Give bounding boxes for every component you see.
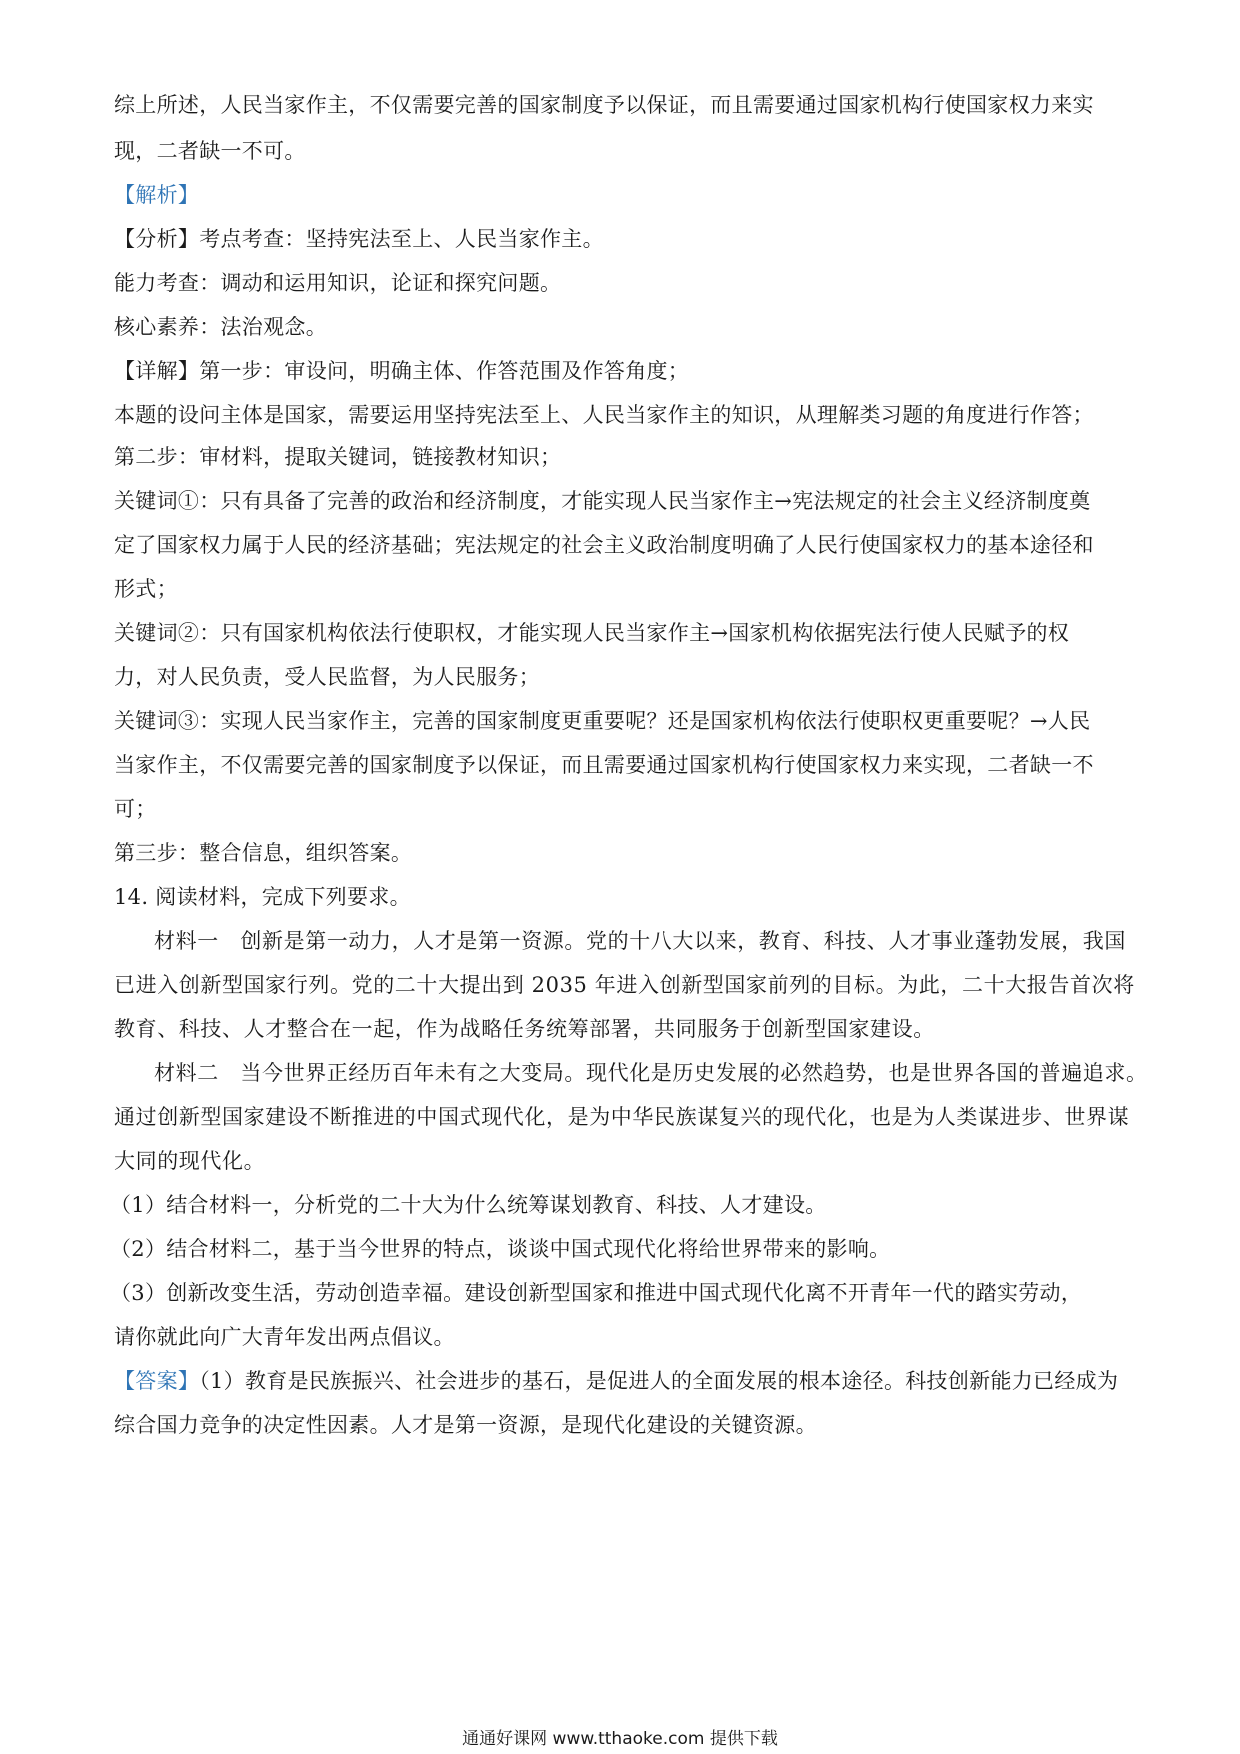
text-line: 定了国家权力属于人民的经济基础；宪法规定的社会主义政治制度明确了人民行使国家权力的基本途径和 [114,533,1094,557]
section-tag-analysis: 【解析】 [114,183,200,207]
answer-text: （1）教育是民族振兴、社会进步的基石，是促进人的全面发展的根本途径。科技创新能力已经成为 [199,1369,1119,1393]
text-line: 关键词③：实现人民当家作主，完善的国家制度更重要呢？还是国家机构依法行使职权更重要呢？→人民 [114,709,1091,733]
material-2-line: 大同的现代化。 [114,1149,266,1173]
footer-watermark: 通通好课网 www.tthaoke.com 提供下载 [462,1729,778,1749]
text-line: 当家作主，不仅需要完善的国家制度予以保证，而且需要通过国家机构行使国家权力来实现，二者缺一不 [114,753,1094,777]
text-line: 【详解】第一步：审设问，明确主体、作答范围及作答角度； [114,359,690,383]
text-line: 第三步：整合信息，组织答案。 [114,841,413,865]
text-line: 第二步：审材料，提取关键词，链接教材知识； [114,445,562,469]
text-line: 【分析】考点考查：坚持宪法至上、人民当家作主。 [114,227,604,251]
sub-question-1: （1）结合材料一，分析党的二十大为什么统筹谋划教育、科技、人才建设。 [110,1193,827,1217]
answer-tag: 【答案】 [114,1369,200,1393]
text-line: 能力考查：调动和运用知识，论证和探究问题。 [114,271,562,295]
text-line: 关键词②：只有国家机构依法行使职权，才能实现人民当家作主→国家机构依据宪法行使人民赋予的权 [114,621,1070,645]
sub-question-3: （3）创新改变生活，劳动创造幸福。建设创新型国家和推进中国式现代化离不开青年一代的踏实劳动， [110,1281,1083,1305]
text-line: 本题的设问主体是国家，需要运用坚持宪法至上、人民当家作主的知识，从理解类习题的角度进行作答； [114,403,1094,427]
sub-question-3-cont: 请你就此向广大青年发出两点倡议。 [114,1325,455,1349]
text-line: 可； [114,797,157,821]
material-1-line: 材料一 创新是第一动力，人才是第一资源。党的十八大以来，教育、科技、人才事业蓬勃发展，我国 [154,929,1126,953]
text-line: 形式； [114,577,178,601]
material-2-line: 通过创新型国家建设不断推进的中国式现代化，是为中华民族谋复兴的现代化，也是为人类谋进步、世界谋 [114,1105,1130,1129]
text-line: 力，对人民负责，受人民监督，为人民服务； [114,665,540,689]
material-1-line: 已进入创新型国家行列。党的二十大提出到 2035 年进入创新型国家前列的目标。为此，二十大报告首次将 [114,973,1135,997]
text-line: 现，二者缺一不可。 [114,139,306,163]
sub-question-2: （2）结合材料二，基于当今世界的特点，谈谈中国式现代化将给世界带来的影响。 [110,1237,891,1261]
text-line: 综上所述，人民当家作主，不仅需要完善的国家制度予以保证，而且需要通过国家机构行使国家权力来实 [114,93,1094,117]
text-line: 关键词①：只有具备了完善的政治和经济制度，才能实现人民当家作主→宪法规定的社会主义经济制度奠 [114,489,1091,513]
question-14-title: 14. 阅读材料，完成下列要求。 [114,885,411,909]
material-2-line: 材料二 当今世界正经历百年未有之大变局。现代化是历史发展的必然趋势，也是世界各国的普遍追求。 [154,1061,1148,1085]
text-line: 核心素养：法治观念。 [114,315,327,339]
answer-line [114,1366,1134,1396]
material-1-line: 教育、科技、人才整合在一起，作为战略任务统筹部署，共同服务于创新型国家建设。 [114,1017,935,1041]
answer-line: 综合国力竞争的决定性因素。人才是第一资源，是现代化建设的关键资源。 [114,1413,817,1437]
